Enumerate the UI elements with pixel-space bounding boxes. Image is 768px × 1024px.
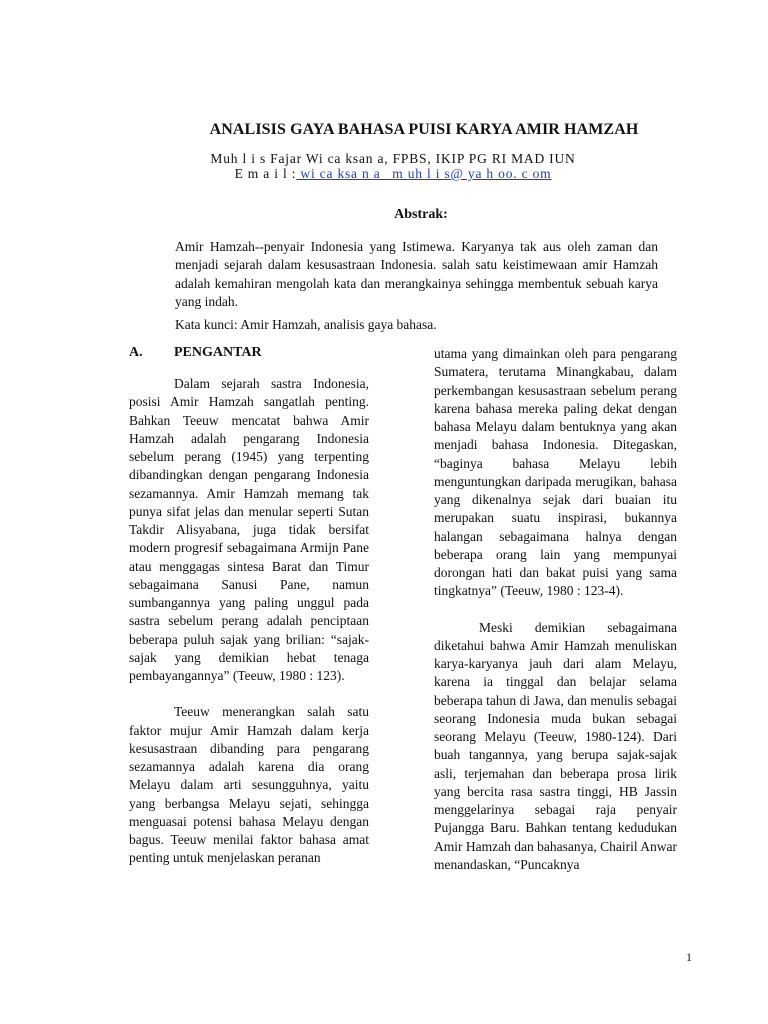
- page-number: 1: [686, 950, 692, 964]
- paper-title: ANALISIS GAYA BAHASA PUISI KARYA AMIR HAMZAH: [209, 121, 639, 138]
- email-label: E m a i l :: [234, 166, 297, 181]
- left-column: [129, 375, 369, 868]
- right-paragraph-2: Meski demikian sebagaimana diketahui bahwa Amir Hamzah menuliskan karya-karyanya jauh dari alam Melayu, karena ia tinggal dan belajar selama beberapa tahun di Jawa, dan menulis sebagai seorang Indonesia muda bukan sebagai seorang Melayu (Teeuw, 1980-124). Dari buah tangannya, yang berupa sajak-sajak asli, terjemahan dan beberapa prosa lirik yang bercita rasa sastra tinggi, HB Jassin menggelarinya sebagai raja penyair Pujangga Baru. Bahkan tentang kedudukan Amir Hamzah dan bahasanya, Chairil Anwar menandaskan, “Puncaknya: [434, 619, 677, 872]
- abstract-body: Amir Hamzah--penyair Indonesia yang Istimewa. Karyanya tak aus oleh zaman dan menjadi sejarah dalam kesusastraan Indonesia. salah satu keistimewaan amir Hamzah adalah kemahiran mengolah kata dan merangkainya sehingga membentuk sebuah karya yang indah.: [175, 239, 658, 309]
- abstract-heading: Abstrak:: [394, 207, 448, 222]
- email-line: [0, 166, 768, 182]
- section-title: PENGANTAR: [174, 345, 262, 360]
- right-column: [434, 345, 677, 874]
- section-heading: [129, 345, 262, 361]
- keywords: Kata kunci: Amir Hamzah, analisis gaya bahasa.: [175, 317, 437, 332]
- left-paragraph-1: Dalam sejarah sastra Indonesia, posisi Amir Hamzah sangatlah penting. Bahkan Teeuw mencatat bahwa Amir Hamzah adalah pengarang Indonesia sebelum perang (1945) yang terpenting dibandingkan dengan pengarang Indonesia sezamannya. Amir Hamzah memang tak punya sifat jelas dan menular seperti Sutan Takdir Alisyabana, juga tidak bersifat modern progresif sebagaimana Armijn Pane atau menggagas sintesa Barat dan Timur sebagaimana Sanusi Pane, namun sumbangannya yang paling unggul pada sastra sebelum perang adalah penciptaan beberapa puluh sajak yang brilian: “sajak-sajak yang demikian hebat tenaga pembayangannya” (Teeuw, 1980 : 123).: [129, 376, 369, 683]
- left-paragraph-2: Teeuw menerangkan salah satu faktor mujur Amir Hamzah dalam kerja kesusastraan dibanding para pengarang sezamannya adalah karena dia orang Melayu dalam arti sesungguhnya, yaitu yang berbangsa Melayu sejati, sehingga menguasai potensi bahasa Melayu dengan bagus. Teeuw menilai faktor bahasa amat penting untuk menjelaskan peranan: [129, 704, 369, 866]
- email-link[interactable]: wi ca ksa n a _m uh l i s@ ya h oo. c om: [296, 166, 552, 181]
- author-line: Muh l i s Fajar Wi ca ksan a, FPBS, IKIP PG RI MAD IUN: [210, 151, 576, 166]
- section-number: A.: [129, 345, 143, 360]
- right-paragraph-1: utama yang dimainkan oleh para pengarang Sumatera, terutama Minangkabau, dalam perkembangan kesusastraan sebelum perang karena bahasa mereka paling dekat dengan bahasa Melayu dalam bentuknya yang akan menjadi bahasa Indonesia. Ditegaskan, “baginya bahasa Melayu lebih menguntungkan daripada merugikan, bahasa yang dikenalnya sejak dari buaian itu merupakan suatu inspirasi, bukannya halangan sebagaimana halnya dengan beberapa orang lain yang mempunyai dorongan hati dan bakat puisi yang sama tingkatnya” (Teeuw, 1980 : 123-4).: [434, 346, 677, 599]
